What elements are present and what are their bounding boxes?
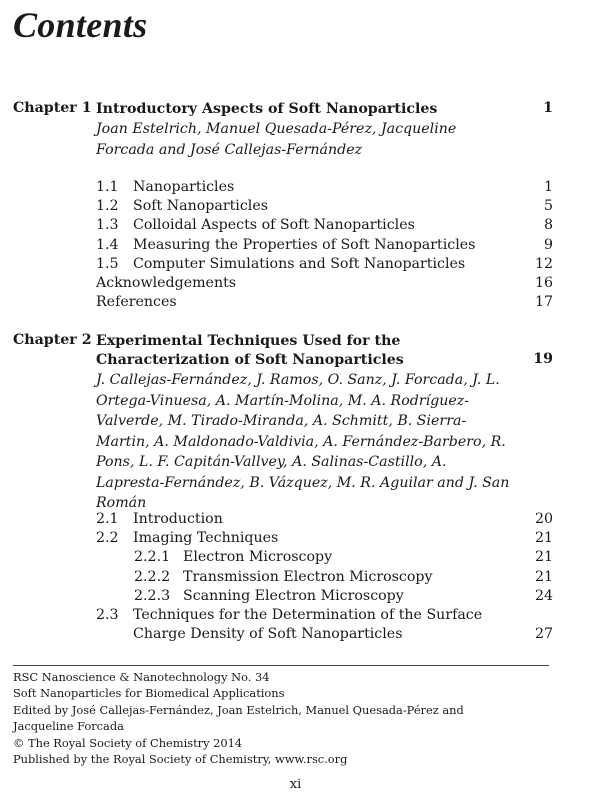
toc-subentry[interactable]: [96, 568, 553, 587]
toc-entry[interactable]: [96, 236, 553, 255]
section-page: 21: [534, 549, 553, 566]
section-title: Acknowledgements: [96, 274, 237, 291]
section-page: 9: [543, 236, 553, 253]
subsection-number: 2.2.3: [134, 587, 171, 604]
section-title: Soft Nanoparticles: [133, 198, 268, 215]
publisher-line: Published by the Royal Society of Chemistry, www.rsc.org: [13, 752, 348, 767]
section-page: 21: [534, 568, 553, 585]
section-number: 2.1: [96, 511, 119, 527]
section-number: 2.3: [96, 606, 119, 623]
chapter-page-number: 19: [533, 351, 553, 367]
section-number: 1.5: [96, 255, 119, 272]
toc-entry[interactable]: [96, 255, 553, 274]
toc-entry[interactable]: [96, 216, 553, 235]
toc-entry[interactable]: [96, 510, 553, 529]
chapter-authors: J. Callejas-Fernández, J. Ramos, O. Sanz, J. Forcada, J. L. Ortega-Vinuesa, A. Martín-Molina, M. A. Rodríguez-Valverde, M. Tirado-Miranda, A. Schmitt, B. Sierra-Martin, A. Maldonado-Valdivia, A. Fernández-Barbero, R. Pons, L. F. Capitán-Vallvey, A. Salinas-Castillo, A. Lapresta-Fernández, B. Vázquez, M. R. Aguilar and J. San Román: [96, 372, 510, 511]
copyright-line: © The Royal Society of Chemistry 2014: [13, 735, 243, 750]
subsection-title: Scanning Electron Microscopy: [183, 587, 404, 604]
toc-entry-references[interactable]: [96, 293, 553, 312]
section-title: Computer Simulations and Soft Nanoparticles: [133, 255, 466, 272]
section-number: 1.4: [96, 236, 119, 253]
section-page: 16: [534, 274, 553, 291]
subsection-title: Transmission Electron Microscopy: [183, 568, 433, 585]
section-page: 12: [534, 255, 553, 272]
toc-entry[interactable]: [96, 197, 553, 216]
page-number: xi: [289, 777, 302, 792]
chapter-2: [13, 332, 553, 652]
chapter-title: Experimental Techniques Used for the Characterization of Soft Nanoparticles: [96, 333, 404, 368]
toc-entry[interactable]: [96, 529, 553, 548]
chapter-authors: Joan Estelrich, Manuel Quesada-Pérez, Jacqueline Forcada and José Callejas-Fernández: [96, 121, 457, 158]
section-number: 1.1: [96, 179, 119, 195]
section-page: 1: [543, 179, 553, 195]
toc-entry[interactable]: [96, 606, 553, 644]
chapter-label: Chapter 1: [13, 100, 92, 116]
chapter-toc: [96, 178, 553, 312]
copyright-footer: [13, 669, 473, 767]
chapter-label: Chapter 2: [13, 332, 92, 348]
section-title: Nanoparticles: [133, 179, 235, 195]
section-title: Techniques for the Determination of the Surface Charge Density of Soft Nanoparticles: [133, 606, 483, 643]
toc-entry-acknowledgements[interactable]: [96, 274, 553, 293]
chapter-1: [13, 100, 553, 315]
toc-subentry[interactable]: [96, 548, 553, 567]
section-page: 24: [534, 587, 553, 604]
section-title: Measuring the Properties of Soft Nanoparticles: [133, 236, 476, 253]
section-number: 2.2: [96, 530, 119, 547]
subsection-number: 2.2.2: [134, 568, 171, 585]
chapter-page-number: 1: [543, 100, 553, 116]
page-heading: Contents: [13, 5, 148, 45]
section-title: Colloidal Aspects of Soft Nanoparticles: [133, 217, 415, 234]
chapter-toc: [96, 510, 553, 644]
section-number: 1.3: [96, 217, 119, 234]
editors-line: Edited by José Callejas-Fernández, Joan Estelrich, Manuel Quesada-Pérez and: [13, 702, 464, 717]
editors-line-continued: Jacqueline Forcada: [13, 719, 124, 734]
section-page: 5: [543, 198, 553, 215]
series-line: RSC Nanoscience & Nanotechnology No. 34: [13, 670, 270, 684]
section-title: Introduction: [133, 511, 223, 527]
section-page: 20: [534, 511, 553, 527]
section-page: 8: [543, 217, 553, 234]
section-title: References: [96, 294, 177, 311]
section-title: Imaging Techniques: [133, 530, 279, 547]
section-page: 27: [534, 626, 553, 643]
section-page: 21: [534, 530, 553, 547]
toc-entry[interactable]: [96, 178, 553, 197]
subsection-title: Electron Microscopy: [183, 549, 333, 566]
footer-divider: [13, 665, 549, 666]
book-title-line: Soft Nanoparticles for Biomedical Applications: [13, 686, 285, 701]
section-page: 17: [534, 294, 553, 311]
subsection-number: 2.2.1: [134, 549, 171, 566]
chapter-title: Introductory Aspects of Soft Nanoparticles: [96, 101, 438, 117]
toc-subentry[interactable]: [96, 587, 553, 606]
section-number: 1.2: [96, 198, 119, 215]
